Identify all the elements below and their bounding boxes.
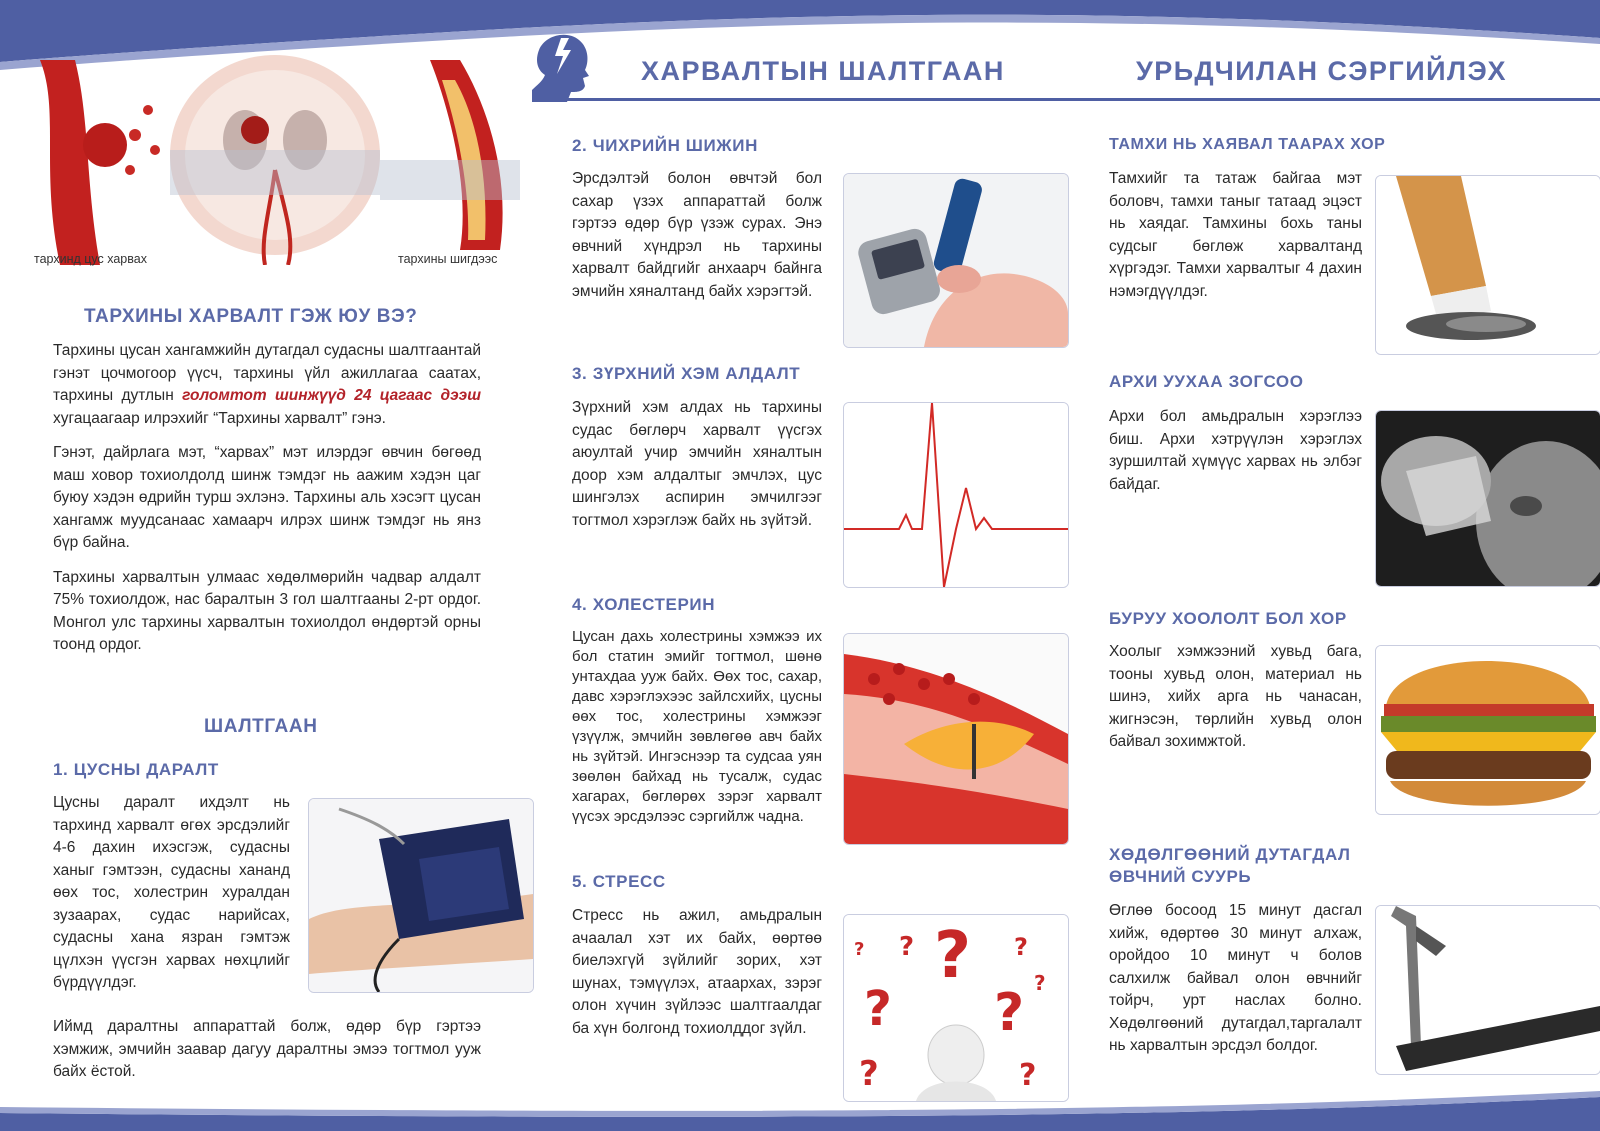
prevention-1-text: Тамхийг та татаж байгаа мэт боловч, тамхи таныг татаад эцэст нь хаядаг. Тамхины бохь таны судсыг бөглөж харвалтанд хүргэдэг. Тамхи харвалтыг 4 дахин нэмэгдүүлдэг. xyxy=(1109,170,1362,300)
intro-p2: Гэнэт, дайрлага мэт, “харвах” мэт илэрдэг өвчин бөгөөд маш ховор тохиолдолд шинж тэмдэг нь аажим хэдэн цаг буюу хэдэн өдрийн турш эхлэнэ. Тархины аль хэсэгт цусан хангамж муудсанаас хамаарч илрэх шинж тэмдэг нь янз бүр байна. xyxy=(53,444,481,551)
ecg-photo xyxy=(843,402,1069,588)
prevention-3-text: Хоолыг хэмжээний хувьд бага, тооны хувьд олон, материал нь шинэ, хийх арга нь чанасан, жигнэсэн, төрлийн хувьд олон байвал зохимжтой. xyxy=(1109,643,1362,750)
stress-question-marks-photo xyxy=(843,914,1069,1102)
intro-p1-a: Тархины цусан хангамжийн дутагдал судасны шалтгаантай гэнэт цочмогоор үүсч, тархины үйл ажиллагаа саатах, тархины дутлын xyxy=(53,342,481,404)
svg-text:?: ? xyxy=(994,983,1025,1043)
banner-rule xyxy=(532,98,1600,101)
drinking-photo xyxy=(1375,410,1600,587)
cause-1-text: Цусны даралт ихдэлт нь тархинд харвалт өгөх эрсдэлийг 4-6 дахин ихэсгэж, судасны ханыг гэмтээн, судасны хананд өөх тос, холестрин хуралдан зузаарах, судас нарийсах, судасны хана язран гэмтэж цүлхэн үүсгэн харвах нөхцлийг бүрдүүлдэг. xyxy=(53,794,290,991)
cholesterol-artery-photo xyxy=(843,633,1069,845)
prevention-banner-title: УРЬДЧИЛАН СЭРГИЙЛЭХ xyxy=(1136,56,1508,86)
causes-banner-title: ХАРВАЛТЫН ШАЛТГААН xyxy=(641,56,1005,86)
prevention-2-text: Архи бол амьдралын хэрэглээ биш. Архи хэтрүүлэн хэрэглэх зуршилтай хүмүүс харвах нь элбэг байдаг. xyxy=(1109,408,1362,493)
cause-3-title: 3. ЗҮРХНИЙ ХЭМ АЛДАЛТ xyxy=(572,364,801,383)
cigarette-photo xyxy=(1375,175,1600,355)
svg-text:?: ? xyxy=(1034,971,1046,995)
svg-text:?: ? xyxy=(1014,933,1028,961)
intro-p1-emphasis: голомтот шинжүүд 24 цагаас дээш xyxy=(182,387,481,404)
cause-1-text-2: Иймд даралтны аппараттай болж, өдөр бүр гэртээ хэмжиж, эмчийн заавар дагуу даралтны эмээ тогтмол ууж байх ёстой. xyxy=(53,1018,481,1080)
cause-5-text: Стресс нь ажил, амьдралын ачаалал хэт их байх, өөртөө биелэхгүй зүйлийг зорих, хэт шунах, тэмүүлэх, атаархах, зэрэг олон хүчин зүйлээс шалтгаалдаг ба хүн болгонд тохиолддог зүйл. xyxy=(572,907,822,1037)
prevention-4-title-line2: ӨВЧНИЙ СУУРЬ xyxy=(1109,867,1252,886)
blood-pressure-photo xyxy=(308,798,534,993)
caption-infarction: тархины шигдээс xyxy=(398,252,498,266)
cause-4-text: Цусан дахь холестрины хэмжээ их бол статин эмийг тогтмол, шөнө унтахдаа ууж байх. Өөх тос, сахар, давс хэрэглэхээс зайлсхийх, цусны өөх тос, холестрины хэмжээг үзүүлж, эмчийн зөвлөгөө авч байх нь зүйтэй. Ингэснээр та судсаа уян зөөлөн байхад нь тусалж, судас хагарах, бөглөрөх зэрэг харвалт үүсэх эрсдэлээс сэргийлж чадна. xyxy=(572,628,822,825)
prevention-4-text: Өглөө босоод 15 минут дасгал хийж, өдөртөө 30 минут алхаж, оройдоо 10 минут ч болов салхилж байвал олон өвчнийг тойрч, урт наслах болно. Хөдөлгөөний дутагдал,таргалалт нь харвалтын эрсдэл болдог. xyxy=(1109,902,1362,1054)
bottom-wave-band xyxy=(0,1091,1600,1131)
svg-text:?: ? xyxy=(1019,1058,1037,1093)
svg-text:?: ? xyxy=(899,932,915,962)
cause-3-text: Зүрхний хэм алдах нь тархины судас бөглөрч харвалт үүсгэх аюултай учир эмчийн хяналтын доор хэм алдалтыг эмчлэх, цус шингэлэх аспирин эмчилгээг тогтмол хэрэглэж байх нь зүйтэй. xyxy=(572,399,822,529)
intro-text xyxy=(53,340,481,669)
prevention-2-title: АРХИ УУХАА ЗОГСОО xyxy=(1109,372,1304,391)
prevention-1-title: ТАМХИ НЬ ХАЯВАЛ ТААРАХ ХОР xyxy=(1109,136,1386,153)
caption-hemorrhage: тархинд цус харвах xyxy=(34,252,147,266)
what-is-stroke-title: ТАРХИНЫ ХАРВАЛТ ГЭЖ ЮУ ВЭ? xyxy=(84,306,418,327)
cause-2-text: Эрсдэлтэй болон өвчтэй бол сахар үзэх аппараттай болж гэртээ өдөр бүр үзэж сурах. Энэ өвчний хүндрэл нь тархины харвалт байдгийг анхаарч байнга эмчийн хяналтанд байх хэрэгтэй. xyxy=(572,170,822,300)
brain-illustration xyxy=(30,50,520,265)
prevention-4-title xyxy=(1109,844,1351,888)
svg-text:?: ? xyxy=(859,1054,879,1094)
svg-text:?: ? xyxy=(864,981,892,1037)
causes-title: ШАЛТГААН xyxy=(204,716,318,737)
intro-p1-b: хугацаагаар илрэхийг “Тархины харвалт” гэнэ. xyxy=(53,409,386,427)
svg-text:?: ? xyxy=(854,939,865,960)
burger-photo xyxy=(1375,645,1600,815)
intro-p3: Тархины харвалтын улмаас хөдөлмөрийн чадвар алдалт 75% тохиолдож, нас баралтын 3 гол шалтгааны 2-рт ордог. Монгол улс тархины харвалтын тохиолдол өндөртэй орны тоонд ордог. xyxy=(53,568,481,653)
prevention-3-title: БУРУУ ХООЛОЛТ БОЛ ХОР xyxy=(1109,609,1347,628)
prevention-4-title-line1: ХӨДӨЛГӨӨНИЙ ДУТАГДАЛ xyxy=(1109,845,1351,864)
cause-1-title: 1. ЦУСНЫ ДАРАЛТ xyxy=(53,760,219,779)
cause-4-title: 4. ХОЛЕСТЕРИН xyxy=(572,595,716,614)
svg-text:?: ? xyxy=(934,919,972,993)
head-lightning-icon xyxy=(527,30,597,102)
cause-2-title: 2. ЧИХРИЙН ШИЖИН xyxy=(572,136,758,155)
cause-5-title: 5. СТРЕСС xyxy=(572,872,666,891)
glucometer-photo xyxy=(843,173,1069,348)
treadmill-photo xyxy=(1375,905,1600,1075)
